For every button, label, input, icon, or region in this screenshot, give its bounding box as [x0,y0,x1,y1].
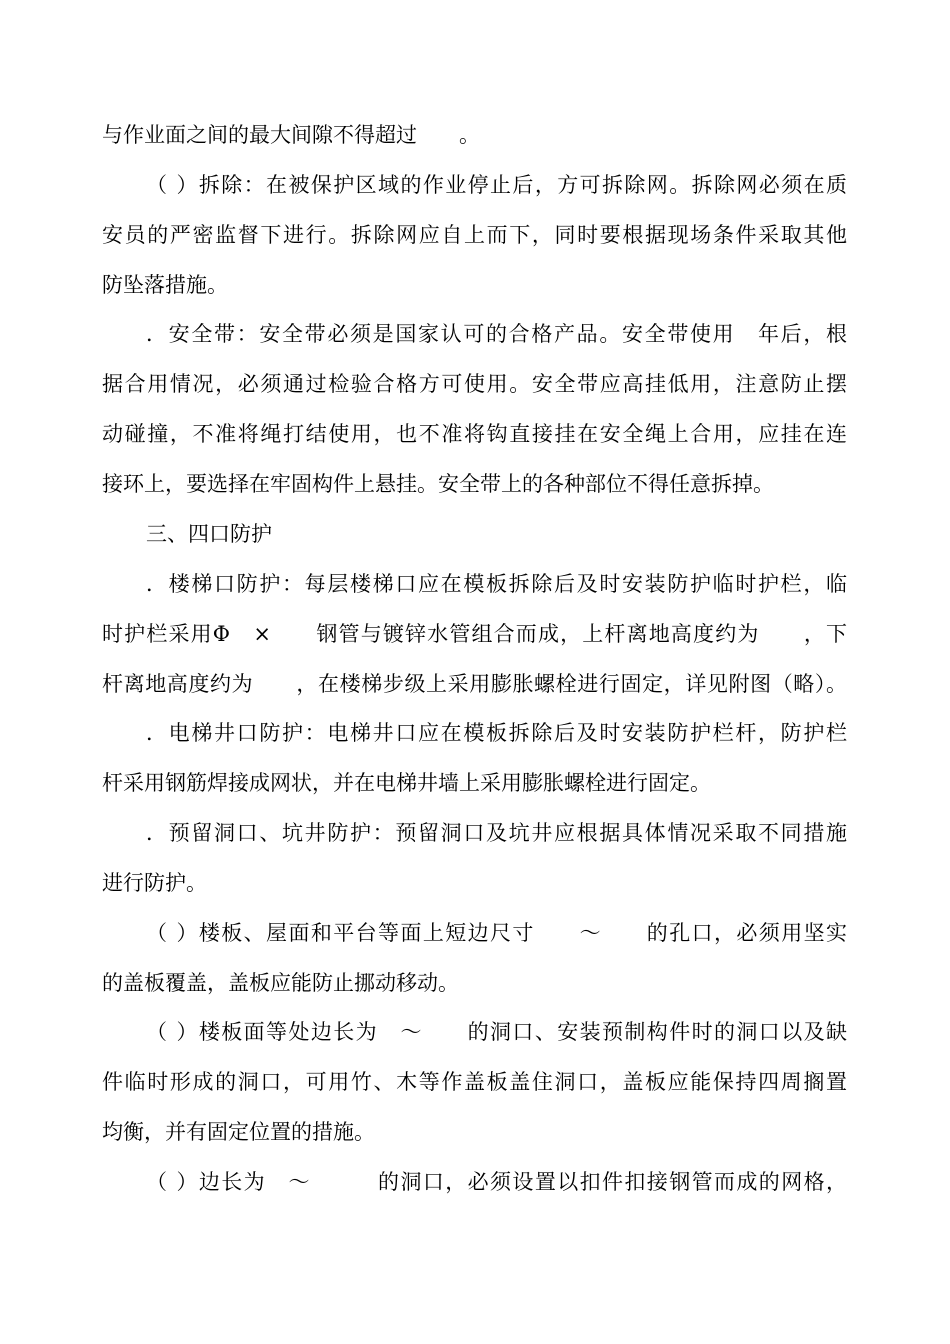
paragraph-line: 件临时形成的洞口，可用竹、木等作盖板盖住洞口，盖板应能保持四周搁置 [102,1070,847,1094]
paragraph-line: （ ）楼板面等处边长为 ～ 的洞口、安装预制构件时的洞口以及缺 [146,1020,847,1044]
paragraph-line: 均衡，并有固定位置的措施。 [102,1120,375,1144]
paragraph-line: 进行防护。 [102,871,207,895]
paragraph-line: 安员的严密监督下进行。拆除网应自上而下，同时要根据现场条件采取其他 [102,223,847,247]
paragraph-line: ．楼梯口防护：每层楼梯口应在模板拆除后及时安装防护临时护栏，临 [146,572,847,596]
paragraph-line: 杆离地高度约为 ，在楼梯步级上采用膨胀螺栓进行固定，详见附图（略）。 [102,672,847,696]
paragraph-line: 的盖板覆盖，盖板应能防止挪动移动。 [102,971,459,995]
paragraph-line: （ ）楼板、屋面和平台等面上短边尺寸 ～ 的孔口，必须用坚实 [146,921,847,945]
paragraph-line: 杆采用钢筋焊接成网状，并在电梯井墙上采用膨胀螺栓进行固定。 [102,771,711,795]
paragraph-line: 防坠落措施。 [102,273,228,297]
paragraph-line: 据合用情况，必须通过检验合格方可使用。安全带应高挂低用，注意防止摆 [102,372,847,396]
paragraph-line: 接环上，要选择在牢固构件上悬挂。安全带上的各种部位不得任意拆掉。 [102,472,774,496]
paragraph-line: ．预留洞口、坑井防护：预留洞口及坑井应根据具体情况采取不同措施 [146,821,847,845]
paragraph-line: ．电梯井口防护：电梯井口应在模板拆除后及时安装防护栏杆，防护栏 [146,721,847,745]
paragraph-line: ．安全带：安全带必须是国家认可的合格产品。安全带使用 年后，根 [146,322,847,346]
paragraph-line: （ ）边长为 ～ 的洞口，必须设置以扣件扣接钢管而成的网格， [146,1170,847,1194]
paragraph-line: 动碰撞，不准将绳打结使用，也不准将钩直接挂在安全绳上合用，应挂在连 [102,422,847,446]
paragraph-line: 与作业面之间的最大间隙不得超过 。 [102,123,480,147]
paragraph-line: 时护栏采用Φ × 钢管与镀锌水管组合而成，上杆离地高度约为 ，下 [102,622,847,646]
paragraph-line: （ ）拆除：在被保护区域的作业停止后，方可拆除网。拆除网必须在质 [146,173,847,197]
section-heading: 三、四口防护 [146,522,272,546]
